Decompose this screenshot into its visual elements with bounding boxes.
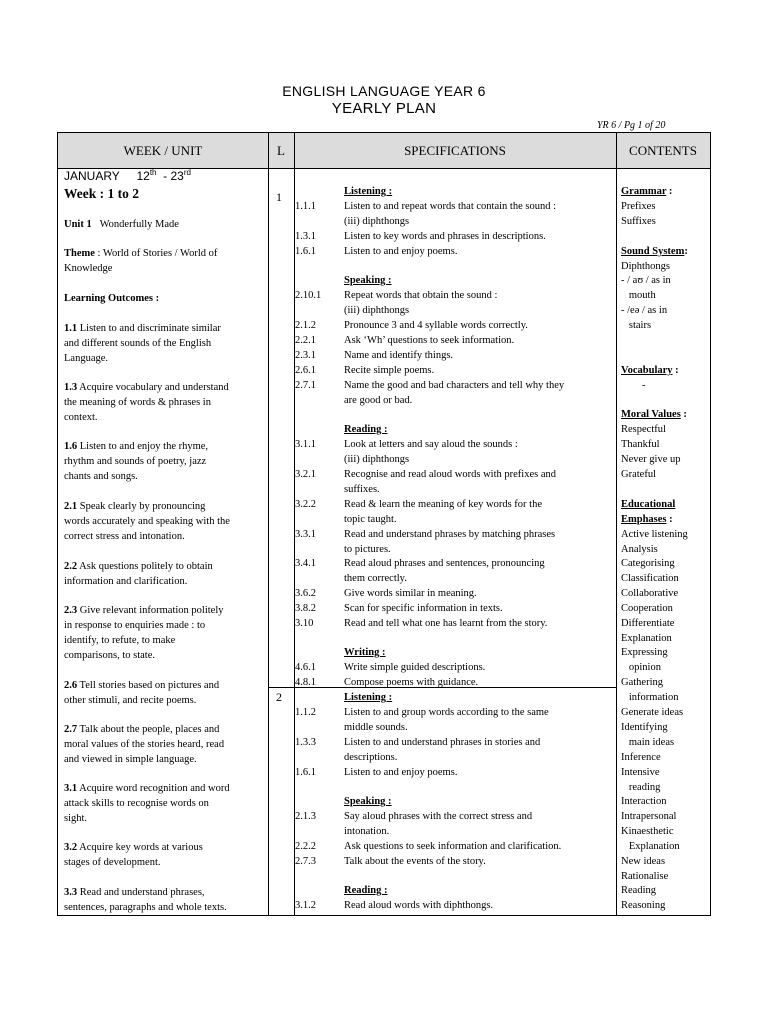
spec-code: 1.6.1 [295,246,316,257]
contents-item: Gathering [621,677,663,688]
contents-item: main ideas [621,737,675,748]
spec-text: Look at letters and say aloud the sounds : [344,439,518,450]
learning-outcome-line: in response to enquiries made : to [64,619,206,631]
header-contents: CONTENTS [629,143,697,158]
learning-outcome-line: other stimuli, and recite poems. [64,694,197,706]
skill-heading: Reading : [344,885,388,896]
spec-text: Repeat words that obtain the sound : [344,290,498,301]
contents-item: Prefixes [621,201,656,212]
learning-outcome-line: identify, to refute, to make [64,634,176,646]
contents-heading: Moral Values : [621,409,687,420]
learning-outcome-line: 2.3 Give relevant information politely [64,605,224,616]
spec-code: 1.6.1 [295,767,316,778]
learning-outcome-line: moral values of the stories heard, read [64,738,225,750]
contents-item: Suffixes [621,216,656,227]
spec-code: 3.8.2 [295,603,316,614]
learning-outcome-line: rhythm and sounds of poetry, jazz [64,455,207,467]
spec-code: 2.6.1 [295,365,316,376]
spec-code: 2.7.3 [295,856,316,867]
spec-text: Read & learn the meaning of key words for the [344,499,542,510]
contents-item: stairs [621,320,652,331]
spec-code: 1.1.2 [295,707,316,718]
spec-text: Listen to and understand phrases in stories and [344,737,541,748]
learning-outcome-line: 2.1 Speak clearly by pronouncing [64,501,206,512]
learning-outcome-line: and viewed in simple language. [64,753,197,765]
learning-outcome-line: context. [64,411,98,423]
spec-code: 2.7.1 [295,380,316,391]
spec-text: Scan for specific information in texts. [344,603,503,614]
spec-text: Read and understand phrases by matching phrases [344,529,556,540]
spec-text: Listen to and repeat words that contain the sound : [344,201,556,212]
contents-item: Respectful [621,424,666,435]
spec-code: 3.2.1 [295,469,316,480]
contents-item: Interaction [621,796,667,807]
spec-text: suffixes. [344,484,380,495]
learning-outcome-line: 1.6 Listen to and enjoy the rhyme, [64,441,209,452]
learning-outcome-line: comparisons, to state. [64,649,155,661]
spec-text: Name the good and bad characters and tell why they [344,380,565,391]
spec-text: Listen to key words and phrases in descriptions. [344,231,546,242]
learning-outcome-number: 2.1 [64,501,78,512]
unit-line: Unit 1 Wonderfully Made [64,219,179,230]
contents-item: Expressing [621,647,668,658]
spec-text: intonation. [344,826,390,837]
spec-text: Read aloud words with diphthongs. [344,900,494,911]
theme-line: Theme : World of Stories / World of [64,248,218,259]
spec-text: Compose poems with guidance. [344,677,479,688]
lesson-number: 1 [276,190,282,204]
learning-outcome-number: 1.3 [64,382,78,393]
contents-item: - / aʊ / as in [621,275,671,286]
learning-outcome-number: 3.3 [64,887,78,898]
skill-heading: Writing : [344,647,386,658]
learning-outcome-line: 3.2 Acquire key words at various [64,842,203,853]
skill-heading: Speaking : [344,275,392,286]
learning-outcome-number: 2.3 [64,605,78,616]
spec-text: descriptions. [344,752,398,763]
spec-text: Give words similar in meaning. [344,588,477,599]
contents-heading: Emphases : [621,514,673,525]
contents-item: Never give up [621,454,681,465]
spec-code: 3.1.1 [295,439,316,450]
learning-outcome-line: information and clarification. [64,575,188,587]
contents-heading: Vocabulary : [621,365,679,376]
spec-text: Read aloud phrases and sentences, pronouncing [344,558,545,569]
contents-item: Intrapersonal [621,811,677,822]
learning-outcome-number: 3.2 [64,842,78,853]
contents-item: information [621,692,679,703]
header-week-unit: WEEK / UNIT [123,143,203,158]
spec-code: 2.10.1 [295,290,322,301]
contents-item: Analysis [621,544,658,555]
spec-code: 2.2.2 [295,841,316,852]
spec-code: 3.3.1 [295,529,316,540]
contents-item: Thankful [621,439,660,450]
contents-item: Reasoning [621,900,666,911]
learning-outcome-line: stages of development. [64,856,161,868]
spec-code: 2.2.1 [295,335,316,346]
spec-text: Write simple guided descriptions. [344,662,486,673]
contents-item: Rationalise [621,871,669,882]
contents-item: Cooperation [621,603,673,614]
learning-outcome-number: 2.2 [64,561,78,572]
table-header-row [58,133,710,169]
spec-text: Ask ‘Wh’ questions to seek information. [344,335,515,346]
contents-item: Intensive [621,767,660,778]
date-range: JANUARY 12th - 23rd [64,168,191,183]
spec-code: 3.2.2 [295,499,316,510]
learning-outcome-number: 1.6 [64,441,78,452]
document-subtitle: YEARLY PLAN [331,100,437,117]
contents-item: - /eə / as in [621,305,668,316]
spec-text: (iii) diphthongs [344,454,410,465]
skill-heading: Reading : [344,424,388,435]
contents-item: Classification [621,573,679,584]
learning-outcome-line: words accurately and speaking with the [64,515,230,527]
spec-text: Name and identify things. [344,350,454,361]
spec-text: (iii) diphthongs [344,216,410,227]
learning-outcome-line: 3.3 Read and understand phrases, [64,887,205,898]
spec-code: 3.6.2 [295,588,316,599]
contents-item: - [621,380,646,391]
spec-code: 3.4.1 [295,558,316,569]
spec-code: 2.3.1 [295,350,316,361]
spec-text: Read and tell what one has learnt from the story. [344,618,548,629]
page-reference: YR 6 / Pg 1 of 20 [597,120,666,131]
lesson-number: 2 [276,690,282,704]
contents-heading: Grammar : [621,186,673,197]
learning-outcome-line: 2.7 Talk about the people, places and [64,724,220,735]
contents-item: Explanation [621,633,672,644]
spec-text: Pronounce 3 and 4 syllable words correctly. [344,320,528,331]
spec-text: topic taught. [344,514,397,525]
contents-item: Collaborative [621,588,679,599]
learning-outcome-line: sentences, paragraphs and whole texts. [64,901,227,913]
spec-text: to pictures. [344,544,391,555]
spec-code: 4.8.1 [295,677,316,688]
spec-text: Ask questions to seek information and clarification. [344,841,562,852]
spec-text: them correctly. [344,573,407,584]
week-label: Week : 1 to 2 [64,186,139,201]
spec-code: 4.6.1 [295,662,316,673]
contents-item: Differentiate [621,618,675,629]
contents-heading: Educational [621,499,676,510]
spec-code: 3.1.2 [295,900,316,911]
contents-item: opinion [621,662,661,673]
contents-item: New ideas [621,856,666,867]
spec-text: (iii) diphthongs [344,305,410,316]
spec-code: 1.1.1 [295,201,316,212]
spec-text: Say aloud phrases with the correct stress and [344,811,533,822]
learning-outcomes-title: Learning Outcomes : [64,293,160,304]
contents-item: Active listening [621,529,688,540]
skill-heading: Speaking : [344,796,392,807]
learning-outcome-number: 2.7 [64,724,78,735]
document-title: ENGLISH LANGUAGE YEAR 6 [282,83,486,99]
contents-item: Inference [621,752,661,763]
spec-text: Recognise and read aloud words with prefixes and [344,469,556,480]
contents-item: mouth [621,290,656,301]
learning-outcome-line: 1.3 Acquire vocabulary and understand [64,382,229,393]
learning-outcome-line: correct stress and intonation. [64,530,185,542]
learning-outcome-number: 3.1 [64,783,78,794]
learning-outcome-line: attack skills to recognise words on [64,797,209,809]
learning-outcome-line: chants and songs. [64,470,138,482]
spec-text: Listen to and enjoy poems. [344,246,458,257]
contents-item: Generate ideas [621,707,684,718]
skill-heading: Listening : [344,692,393,703]
header-lesson: L [277,143,285,158]
header-specifications: SPECIFICATIONS [404,143,506,158]
learning-outcome-number: 2.6 [64,680,78,691]
contents-heading: Sound System: [621,246,688,257]
learning-outcome-number: 1.1 [64,323,78,334]
spec-text: Recite simple poems. [344,365,435,376]
spec-code: 3.10 [295,618,314,629]
column-divider [268,133,269,915]
learning-outcome-line: 2.2 Ask questions politely to obtain [64,561,213,572]
skill-heading: Listening : [344,186,393,197]
spec-text: Talk about the events of the story. [344,856,486,867]
spec-code: 1.3.3 [295,737,316,748]
contents-item: Categorising [621,558,675,569]
learning-outcome-line: 3.1 Acquire word recognition and word [64,783,230,794]
spec-text: are good or bad. [344,395,413,406]
spec-text: Listen to and group words according to the same [344,707,549,718]
contents-item: Grateful [621,469,656,480]
spec-code: 2.1.2 [295,320,316,331]
contents-item: Identifying [621,722,668,733]
spec-text: middle sounds. [344,722,408,733]
spec-code: 2.1.3 [295,811,316,822]
learning-outcome-line: 1.1 Listen to and discriminate similar [64,323,221,334]
contents-item: Reading [621,885,656,896]
learning-outcome-line: Language. [64,352,109,364]
spec-text: Listen to and enjoy poems. [344,767,458,778]
column-divider [616,133,617,915]
learning-outcome-line: 2.6 Tell stories based on pictures and [64,680,220,691]
contents-item: reading [621,782,661,793]
learning-outcome-line: sight. [64,812,88,824]
theme-line-2: Knowledge [64,263,113,274]
contents-item: Kinaesthetic [621,826,674,837]
contents-item: Explanation [621,841,680,852]
contents-item: Diphthongs [621,261,671,272]
spec-code: 1.3.1 [295,231,316,242]
learning-outcome-line: the meaning of words & phrases in [64,396,211,408]
learning-outcome-line: and different sounds of the English [64,337,212,349]
